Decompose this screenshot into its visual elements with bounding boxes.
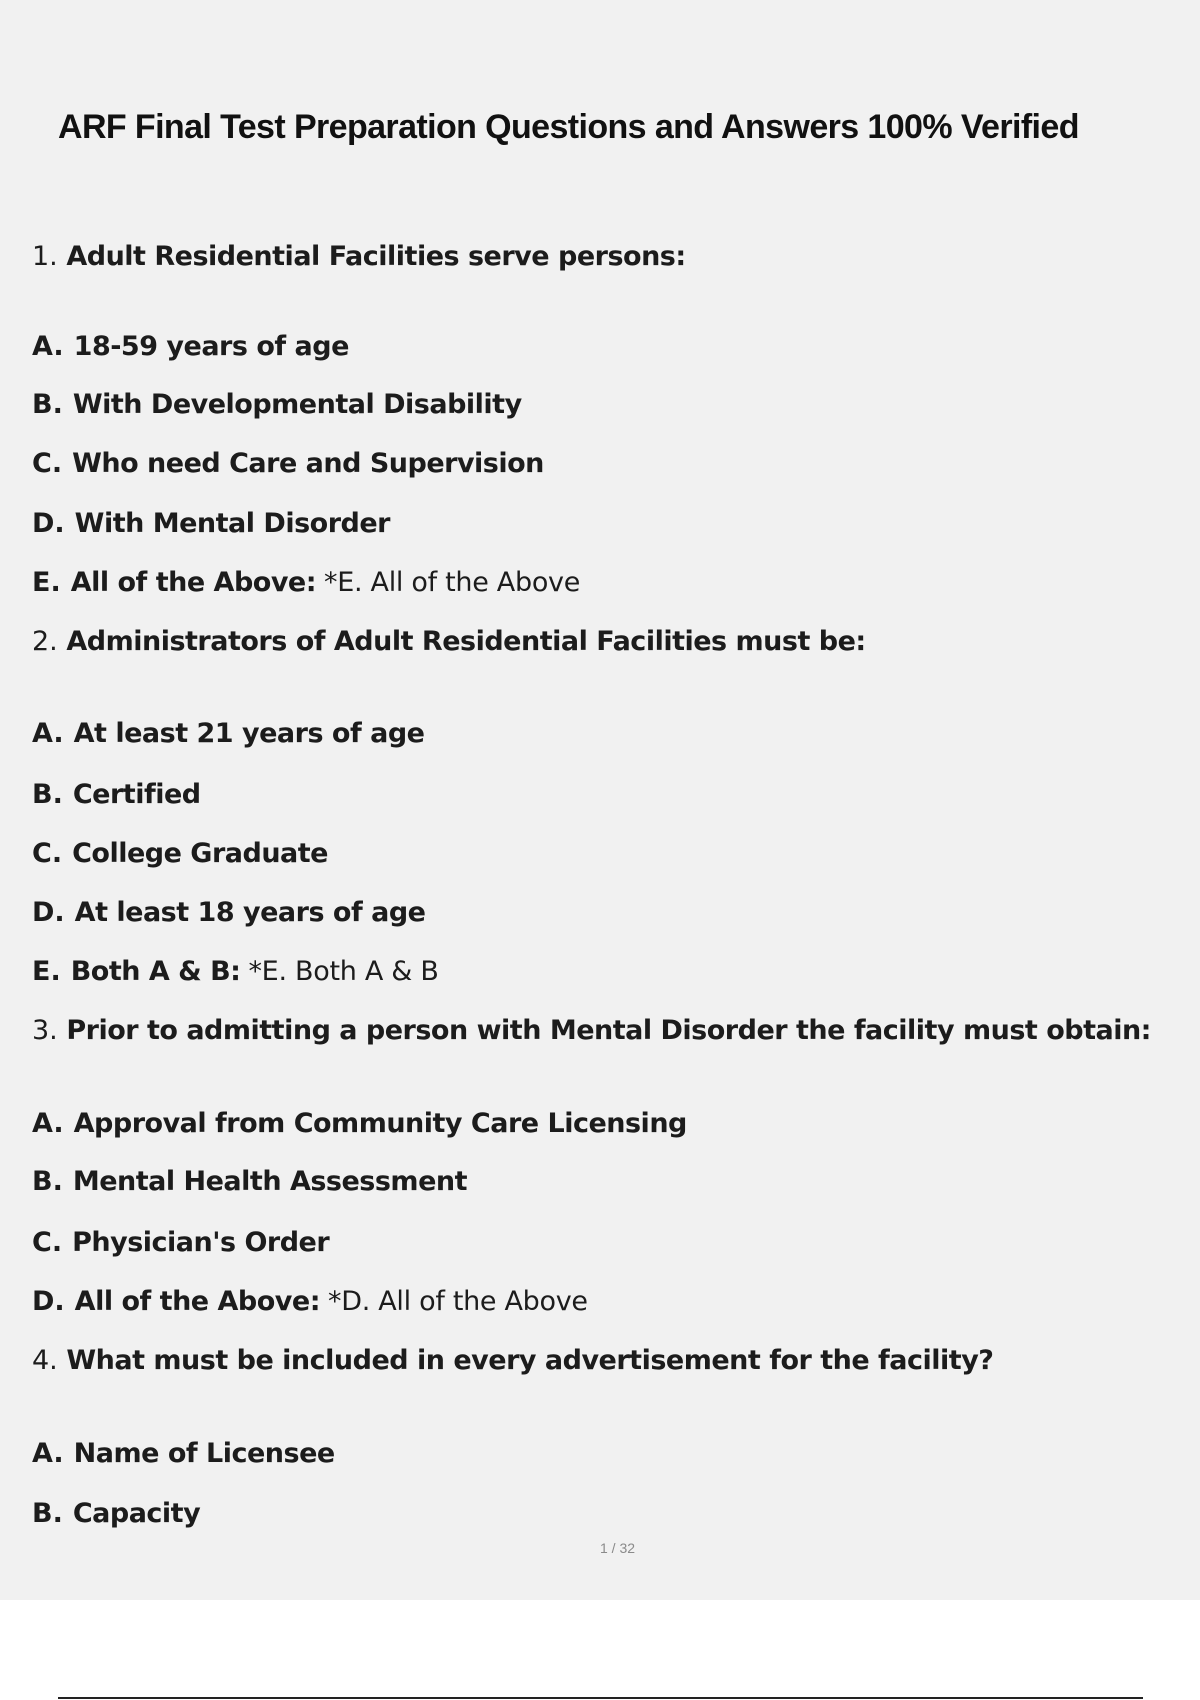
question-4	[32, 1344, 993, 1378]
question-number: 4.	[32, 1345, 58, 1376]
option-letter: B.	[32, 1498, 63, 1529]
option-3d	[32, 1285, 588, 1319]
option-text: All of the Above:	[74, 1286, 320, 1317]
option-text: Certified	[72, 779, 201, 810]
option-letter: A.	[32, 718, 64, 749]
option-letter: B.	[32, 779, 63, 810]
option-letter: E.	[32, 567, 61, 598]
option-1c	[32, 447, 544, 481]
option-2d	[32, 896, 425, 930]
question-text: Prior to admitting a person with Mental Disorder the facility must obtain:	[66, 1015, 1151, 1046]
option-letter: D.	[32, 508, 65, 539]
answer-text: *E. Both A & B	[248, 956, 439, 987]
option-text: College Graduate	[72, 838, 328, 869]
option-1d	[32, 507, 390, 541]
option-text: Mental Health Assessment	[72, 1166, 468, 1197]
option-text: Capacity	[72, 1498, 201, 1529]
option-1e	[32, 566, 580, 600]
question-number: 2.	[32, 626, 58, 657]
option-letter: E.	[32, 956, 61, 987]
option-letter: B.	[32, 389, 63, 420]
option-letter: A.	[32, 1438, 64, 1469]
option-letter: B.	[32, 1166, 63, 1197]
option-letter: C.	[32, 838, 63, 869]
option-text: At least 21 years of age	[73, 718, 425, 749]
option-text: Approval from Community Care Licensing	[73, 1108, 687, 1139]
option-2c	[32, 837, 328, 871]
option-letter: A.	[32, 1108, 64, 1139]
question-1	[32, 240, 686, 274]
option-text: All of the Above:	[70, 567, 317, 598]
option-2b	[32, 778, 201, 812]
question-number: 3.	[32, 1015, 58, 1046]
option-text: Both A & B:	[70, 956, 241, 987]
option-letter: C.	[32, 1227, 63, 1258]
document-title: ARF Final Test Preparation Questions and Answers 100% Verified	[58, 108, 1079, 146]
next-page-divider	[58, 1697, 1143, 1699]
option-text: Physician's Order	[72, 1227, 330, 1258]
question-text: Adult Residential Facilities serve persons:	[66, 241, 686, 272]
option-letter: A.	[32, 331, 64, 362]
page-indicator: 1 / 32	[599, 1540, 636, 1556]
answer-text: *D. All of the Above	[328, 1286, 588, 1317]
option-letter: D.	[32, 1286, 65, 1317]
option-3a	[32, 1107, 687, 1141]
question-2	[32, 625, 866, 659]
question-number: 1.	[32, 241, 58, 272]
question-text: Administrators of Adult Residential Facilities must be:	[66, 626, 866, 657]
option-1a	[32, 330, 349, 364]
option-letter: D.	[32, 897, 65, 928]
option-2a	[32, 717, 424, 751]
option-text: 18-59 years of age	[73, 331, 349, 362]
option-3c	[32, 1226, 329, 1260]
question-3	[32, 1014, 1151, 1048]
option-3b	[32, 1165, 467, 1199]
option-4b	[32, 1497, 200, 1531]
option-1b	[32, 388, 522, 422]
option-text: Who need Care and Supervision	[72, 448, 544, 479]
option-text: At least 18 years of age	[74, 897, 426, 928]
answer-text: *E. All of the Above	[324, 567, 581, 598]
option-text: With Developmental Disability	[72, 389, 522, 420]
option-text: With Mental Disorder	[74, 508, 390, 539]
option-letter: C.	[32, 448, 63, 479]
question-text: What must be included in every advertisement for the facility?	[66, 1345, 994, 1376]
option-text: Name of Licensee	[73, 1438, 335, 1469]
option-4a	[32, 1437, 335, 1471]
option-2e	[32, 955, 439, 989]
